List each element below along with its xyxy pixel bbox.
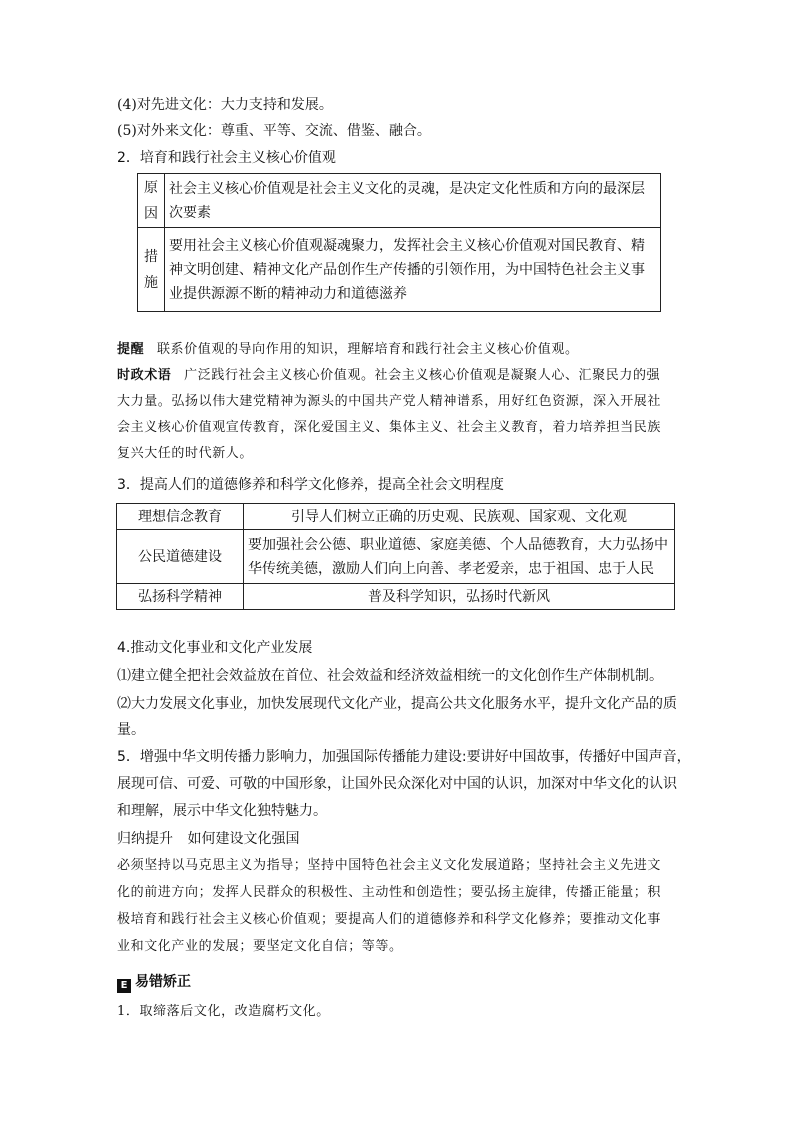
current-affairs-line-4: 复兴大任的时代新人。 bbox=[117, 446, 254, 461]
reminder-text: 联系价值观的导向作用的知识，理解培育和践行社会主义核心价值观。 bbox=[156, 342, 579, 357]
heading-5-text: 要讲好中国故事，传播好中国声音， bbox=[466, 749, 691, 765]
current-affairs-line-1 bbox=[117, 366, 677, 386]
heading-4: 4.推动文化事业和文化产业发展 bbox=[117, 640, 313, 656]
section-mark-icon: E bbox=[117, 979, 131, 993]
error-correction-title: 易错矫正 bbox=[135, 974, 191, 990]
row-text-civic bbox=[244, 530, 675, 584]
summary-line-1: 必须坚持以马克思主义为指导；坚持中国特色社会主义文化发展道路；坚持社会主义先进文 bbox=[117, 858, 662, 873]
error-item-1: 1．取缔落后文化，改造腐朽文化。 bbox=[117, 1004, 330, 1019]
cell-line: 要加强社会公德、职业道德、家庭美德、个人品德教育，大力弘扬中 bbox=[248, 536, 668, 553]
row-text-ideals: 引导人们树立正确的历史观、民族观、国家观、文化观 bbox=[244, 504, 675, 530]
current-affairs-label: 时政术语 bbox=[117, 368, 172, 383]
current-affairs-line-3: 会主义核心价值观宣传教育，深化爱国主义、集体主义、社会主义教育，着力培养担当民族 bbox=[117, 420, 662, 435]
summary-label: 归纳提升 bbox=[117, 831, 173, 847]
row-label-ideals: 理想信念教育 bbox=[117, 504, 244, 530]
row-text-measures bbox=[165, 228, 661, 312]
summary-line-2: 化的前进方向；发挥人民群众的积极性、主动性和创造性；要弘扬主旋律，传播正能量；积 bbox=[117, 885, 662, 900]
summary-line-4: 业和文化产业的发展；要坚定文化自信；等等。 bbox=[117, 939, 403, 954]
item-4-1: ⑴建立健全把社会效益放在首位、社会效益和经济效益相统一的文化创作生产体制机制。 bbox=[117, 668, 663, 684]
item-4-2b: 量。 bbox=[117, 722, 145, 738]
heading-2: 2．培育和践行社会主义核心价值观 bbox=[117, 150, 336, 166]
heading-5-title: 5．增强中华文明传播力影响力，加强国际传播能力建设: bbox=[117, 749, 467, 765]
table-row bbox=[117, 504, 675, 530]
item-4-2a: ⑵大力发展文化事业，加快发展现代文化产业，提高公共文化服务水平，提升文化产品的质 bbox=[117, 696, 677, 712]
row-label-reason bbox=[138, 174, 165, 228]
error-correction-heading bbox=[117, 972, 677, 993]
item-4-advanced-culture: (4)对先进文化：大力支持和发展。 bbox=[117, 97, 333, 113]
cell-line: 业提供源源不断的精神动力和道德滋养 bbox=[169, 285, 407, 302]
summary-heading bbox=[117, 829, 677, 849]
current-affairs-text: 广泛践行社会主义核心价值观。社会主义核心价值观是凝聚人心、汇聚民力的强 bbox=[184, 368, 661, 383]
table-row bbox=[138, 174, 661, 228]
label-text: 措施 bbox=[144, 248, 158, 291]
reminder-label: 提醒 bbox=[117, 342, 145, 357]
row-label-measures bbox=[138, 228, 165, 312]
core-values-table bbox=[137, 173, 661, 312]
row-label-civic: 公民道德建设 bbox=[117, 530, 244, 584]
cell-line: 神文明创建、精神文化产品创作生产传播的引领作用，为中国特色社会主义事 bbox=[169, 261, 645, 278]
table-row bbox=[138, 228, 661, 312]
table-row bbox=[117, 584, 675, 610]
item-5-foreign-culture: (5)对外来文化：尊重、平等、交流、借鉴、融合。 bbox=[117, 123, 431, 139]
morality-table bbox=[116, 503, 675, 610]
label-text: 原因 bbox=[144, 179, 158, 222]
cell-line: 华传统美德，激励人们向上向善、孝老爱亲，忠于祖国、忠于人民 bbox=[248, 560, 654, 577]
row-label-science: 弘扬科学精神 bbox=[117, 584, 244, 610]
row-text-science: 普及科学知识，弘扬时代新风 bbox=[244, 584, 675, 610]
cell-line: 社会主义核心价值观是社会主义文化的灵魂，是决定文化性质和方向的最深层 bbox=[169, 180, 645, 197]
item-5-line-2: 展现可信、可爱、可敬的中国形象，让国外民众深化对中国的认识，加深对中华文化的认识 bbox=[117, 776, 677, 792]
cell-line: 要用社会主义核心价值观凝魂聚力，发挥社会主义核心价值观对国民教育、精 bbox=[169, 237, 645, 254]
cell-line: 次要素 bbox=[169, 204, 211, 221]
row-text-reason bbox=[165, 174, 661, 228]
heading-3: 3．提高人们的道德修养和科学文化修养，提高全社会文明程度 bbox=[117, 477, 504, 493]
item-5-line-3: 和理解，展示中华文化独特魅力。 bbox=[117, 803, 327, 819]
summary-title: 如何建设文化强国 bbox=[187, 831, 300, 847]
reminder bbox=[117, 340, 677, 360]
table-row bbox=[117, 530, 675, 584]
heading-5 bbox=[117, 747, 691, 767]
current-affairs-line-2: 大力量。弘扬以伟大建党精神为源头的中国共产党人精神谱系，用好红色资源，深入开展社 bbox=[117, 394, 662, 409]
summary-line-3: 极培育和践行社会主义核心价值观；要提高人们的道德修养和科学文化修养；要推动文化事 bbox=[117, 912, 662, 927]
